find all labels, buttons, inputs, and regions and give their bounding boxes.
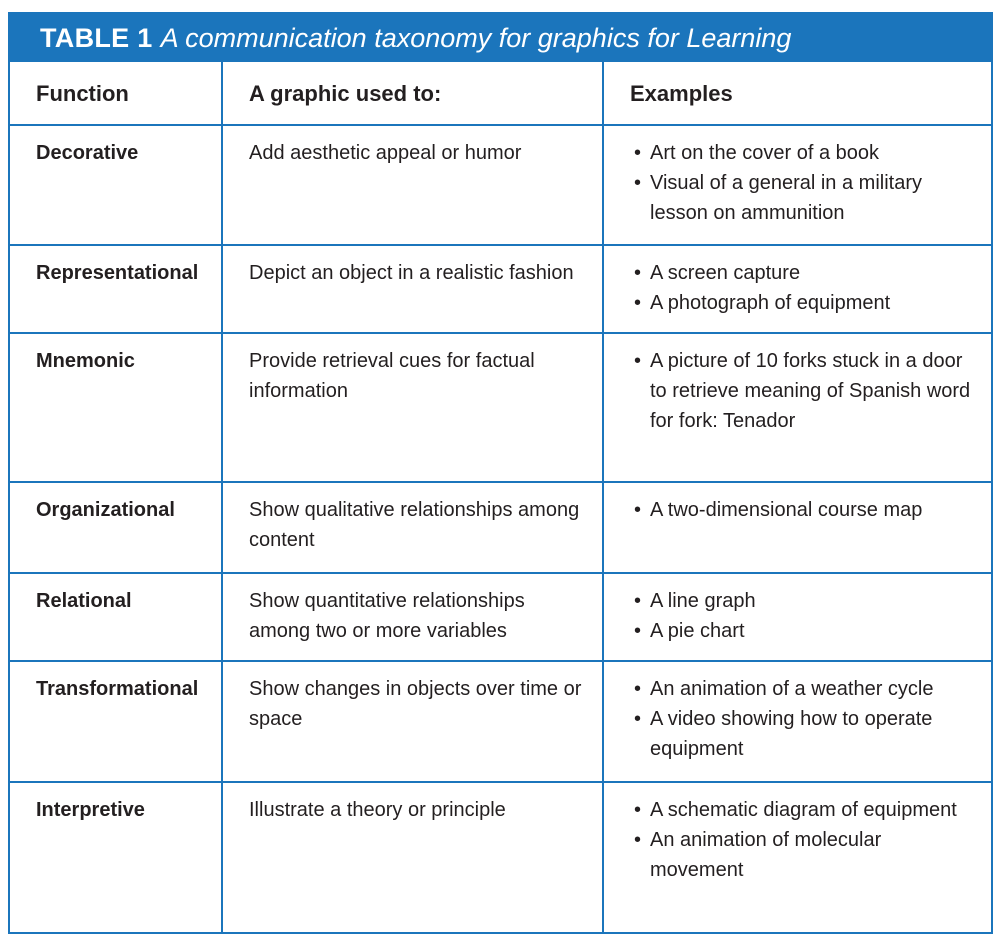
examples-cell <box>603 245 991 333</box>
examples-list <box>630 795 979 885</box>
examples-list <box>630 674 979 764</box>
use-cell: Depict an object in a realistic fashion <box>222 245 603 333</box>
examples-cell <box>603 482 991 573</box>
function-cell: Organizational <box>10 482 222 573</box>
example-item: • Art on the cover of a book <box>630 138 979 168</box>
table-row <box>10 125 991 245</box>
examples-list <box>630 586 979 646</box>
header-function: Function <box>10 62 222 125</box>
examples-cell <box>603 573 991 661</box>
header-examples: Examples <box>603 62 991 125</box>
use-cell: Show changes in objects over time or space <box>222 661 603 782</box>
examples-list <box>630 258 979 318</box>
table-row <box>10 573 991 661</box>
table-label: TABLE 1 <box>40 22 153 53</box>
examples-list <box>630 495 979 525</box>
function-cell: Interpretive <box>10 782 222 933</box>
table-row <box>10 245 991 333</box>
table-row <box>10 782 991 933</box>
header-use: A graphic used to: <box>222 62 603 125</box>
examples-list <box>630 346 979 436</box>
table-row <box>10 482 991 573</box>
function-cell: Decorative <box>10 125 222 245</box>
use-cell: Show qualitative relationships among content <box>222 482 603 573</box>
example-item: • Visual of a general in a military lesson on ammunition <box>630 168 979 228</box>
header-row <box>10 62 991 125</box>
example-item: • A schematic diagram of equipment <box>630 795 979 825</box>
use-cell: Add aesthetic appeal or humor <box>222 125 603 245</box>
examples-cell <box>603 782 991 933</box>
examples-cell <box>603 125 991 245</box>
taxonomy-table-frame <box>8 12 993 934</box>
function-cell: Mnemonic <box>10 333 222 482</box>
table-title-bar <box>10 14 991 62</box>
taxonomy-table <box>10 62 991 933</box>
example-item: • An animation of molecular movement <box>630 825 979 885</box>
table-row <box>10 661 991 782</box>
example-item: • A photograph of equipment <box>630 288 979 318</box>
example-item: • A picture of 10 forks stuck in a door to retrieve meaning of Spanish word for fork: Tenador <box>630 346 979 436</box>
use-cell: Illustrate a theory or principle <box>222 782 603 933</box>
use-cell: Show quantitative relationships among two or more variables <box>222 573 603 661</box>
examples-cell <box>603 661 991 782</box>
example-item: • A screen capture <box>630 258 979 288</box>
examples-list <box>630 138 979 228</box>
example-item: • A video showing how to operate equipment <box>630 704 979 764</box>
examples-cell <box>603 333 991 482</box>
function-cell: Representational <box>10 245 222 333</box>
function-cell: Transformational <box>10 661 222 782</box>
example-item: • A two-dimensional course map <box>630 495 979 525</box>
function-cell: Relational <box>10 573 222 661</box>
table-title: A communication taxonomy for graphics for Learning <box>160 22 792 53</box>
example-item: • An animation of a weather cycle <box>630 674 979 704</box>
table-row <box>10 333 991 482</box>
use-cell: Provide retrieval cues for factual information <box>222 333 603 482</box>
example-item: • A pie chart <box>630 616 979 646</box>
example-item: • A line graph <box>630 586 979 616</box>
